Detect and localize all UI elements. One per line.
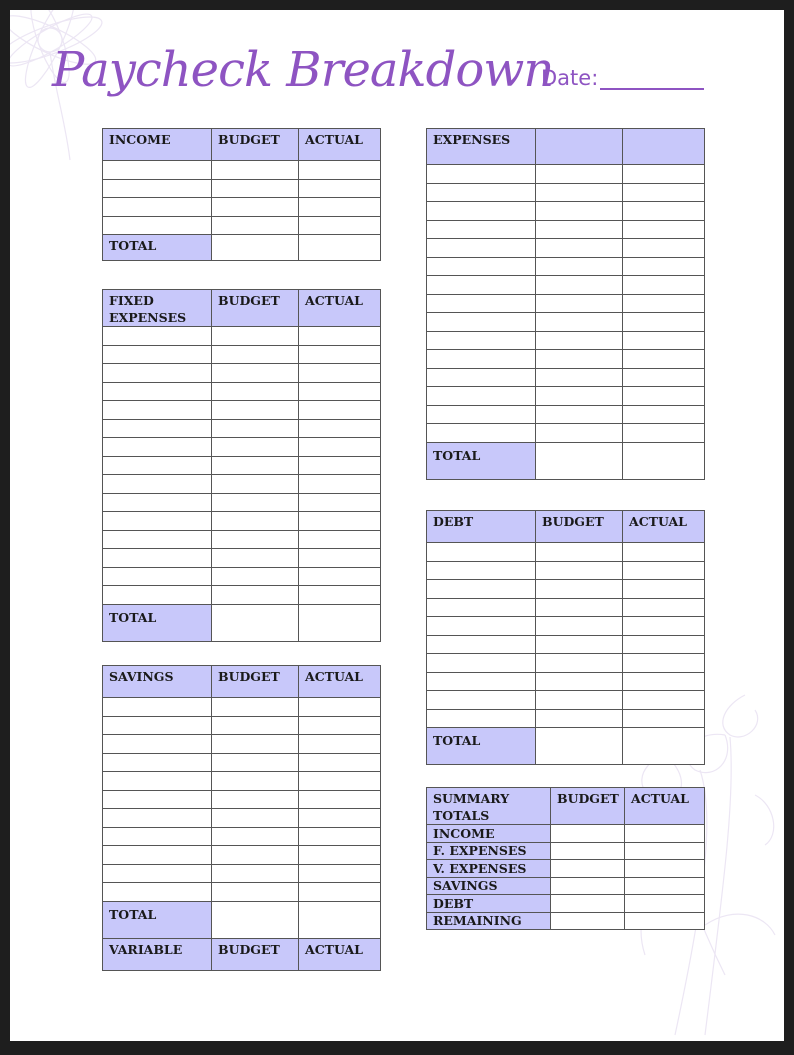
budget-header: BUDGET <box>212 938 299 970</box>
total-label: TOTAL <box>103 901 212 938</box>
table-row[interactable] <box>427 220 705 239</box>
table-row[interactable] <box>427 202 705 221</box>
savings-table <box>102 665 381 971</box>
budget-header: BUDGET <box>212 290 299 327</box>
summary-table <box>426 787 705 930</box>
variable-header-row <box>103 938 381 970</box>
table-row[interactable] <box>427 405 705 424</box>
table-row[interactable] <box>103 586 381 605</box>
summary-row-label: DEBT <box>427 895 551 913</box>
summary-row[interactable] <box>427 912 705 930</box>
expenses-header: EXPENSES <box>427 129 536 165</box>
total-row[interactable] <box>427 442 705 479</box>
budget-header: BUDGET <box>212 129 299 161</box>
table-row[interactable] <box>103 438 381 457</box>
table-row[interactable] <box>427 580 705 599</box>
table-row[interactable] <box>103 772 381 791</box>
actual-header: ACTUAL <box>299 290 381 327</box>
table-row[interactable] <box>103 790 381 809</box>
total-row[interactable] <box>427 728 705 765</box>
summary-row[interactable] <box>427 825 705 843</box>
budget-header: BUDGET <box>551 788 625 825</box>
table-row[interactable] <box>427 543 705 562</box>
summary-totals-header: SUMMARY TOTALS <box>427 788 551 825</box>
summary-row-label: SAVINGS <box>427 877 551 895</box>
summary-row-label: F. EXPENSES <box>427 842 551 860</box>
table-header-row <box>103 129 381 161</box>
table-row[interactable] <box>103 198 381 217</box>
total-label: TOTAL <box>103 235 212 261</box>
table-row[interactable] <box>103 401 381 420</box>
budget-header: BUDGET <box>536 511 623 543</box>
total-label: TOTAL <box>103 604 212 641</box>
empty-header <box>623 129 705 165</box>
table-row[interactable] <box>427 276 705 295</box>
date-label: Date: <box>541 66 599 90</box>
total-row[interactable] <box>103 604 381 641</box>
table-row[interactable] <box>103 698 381 717</box>
table-row[interactable] <box>103 512 381 531</box>
table-row[interactable] <box>103 456 381 475</box>
table-row[interactable] <box>427 165 705 184</box>
planner-sheet <box>10 10 784 1041</box>
table-row[interactable] <box>427 617 705 636</box>
table-row[interactable] <box>103 883 381 902</box>
table-row[interactable] <box>103 846 381 865</box>
table-row[interactable] <box>427 387 705 406</box>
total-row[interactable] <box>103 235 381 261</box>
table-row[interactable] <box>103 735 381 754</box>
table-row[interactable] <box>427 257 705 276</box>
fixed-expenses-table <box>102 289 381 642</box>
table-row[interactable] <box>427 183 705 202</box>
empty-header <box>536 129 623 165</box>
table-row[interactable] <box>103 716 381 735</box>
table-row[interactable] <box>427 313 705 332</box>
actual-header: ACTUAL <box>299 129 381 161</box>
date-field <box>541 66 704 90</box>
table-row[interactable] <box>427 331 705 350</box>
summary-row-label: REMAINING <box>427 912 551 930</box>
table-row[interactable] <box>427 294 705 313</box>
table-header-row <box>427 129 705 165</box>
debt-header: DEBT <box>427 511 536 543</box>
actual-header: ACTUAL <box>623 511 705 543</box>
table-row[interactable] <box>427 598 705 617</box>
variable-header: VARIABLE <box>103 938 212 970</box>
fixed-expenses-header: FIXED EXPENSES <box>103 290 212 327</box>
summary-row[interactable] <box>427 842 705 860</box>
total-label: TOTAL <box>427 442 536 479</box>
table-row[interactable] <box>427 709 705 728</box>
total-label: TOTAL <box>427 728 536 765</box>
table-row[interactable] <box>427 424 705 443</box>
table-row[interactable] <box>427 368 705 387</box>
summary-row-label: V. EXPENSES <box>427 860 551 878</box>
debt-table <box>426 510 705 765</box>
table-row[interactable] <box>103 419 381 438</box>
summary-row[interactable] <box>427 877 705 895</box>
table-header-row <box>427 511 705 543</box>
table-row[interactable] <box>427 654 705 673</box>
actual-header: ACTUAL <box>299 666 381 698</box>
table-row[interactable] <box>103 161 381 180</box>
table-row[interactable] <box>103 475 381 494</box>
actual-header: ACTUAL <box>299 938 381 970</box>
table-row[interactable] <box>103 530 381 549</box>
table-row[interactable] <box>103 864 381 883</box>
table-row[interactable] <box>103 493 381 512</box>
table-row[interactable] <box>427 691 705 710</box>
table-row[interactable] <box>103 345 381 364</box>
table-row[interactable] <box>103 567 381 586</box>
summary-row[interactable] <box>427 895 705 913</box>
expenses-table <box>426 128 705 480</box>
table-row[interactable] <box>103 753 381 772</box>
table-row[interactable] <box>427 672 705 691</box>
date-entry-line[interactable] <box>600 68 704 90</box>
income-table <box>102 128 381 261</box>
table-row[interactable] <box>103 327 381 346</box>
table-row[interactable] <box>103 809 381 828</box>
summary-row-label: INCOME <box>427 825 551 843</box>
table-row[interactable] <box>103 549 381 568</box>
income-header: INCOME <box>103 129 212 161</box>
table-header-row <box>103 290 381 327</box>
table-row[interactable] <box>427 350 705 369</box>
savings-header: SAVINGS <box>103 666 212 698</box>
actual-header: ACTUAL <box>625 788 705 825</box>
summary-row[interactable] <box>427 860 705 878</box>
table-header-row <box>103 666 381 698</box>
page-title: Paycheck Breakdown <box>52 42 554 98</box>
table-row[interactable] <box>427 635 705 654</box>
table-row[interactable] <box>427 239 705 258</box>
table-row[interactable] <box>103 216 381 235</box>
table-row[interactable] <box>103 364 381 383</box>
table-header-row <box>427 788 705 825</box>
table-row[interactable] <box>103 827 381 846</box>
budget-header: BUDGET <box>212 666 299 698</box>
table-row[interactable] <box>427 561 705 580</box>
table-row[interactable] <box>103 179 381 198</box>
total-row[interactable] <box>103 901 381 938</box>
table-row[interactable] <box>103 382 381 401</box>
